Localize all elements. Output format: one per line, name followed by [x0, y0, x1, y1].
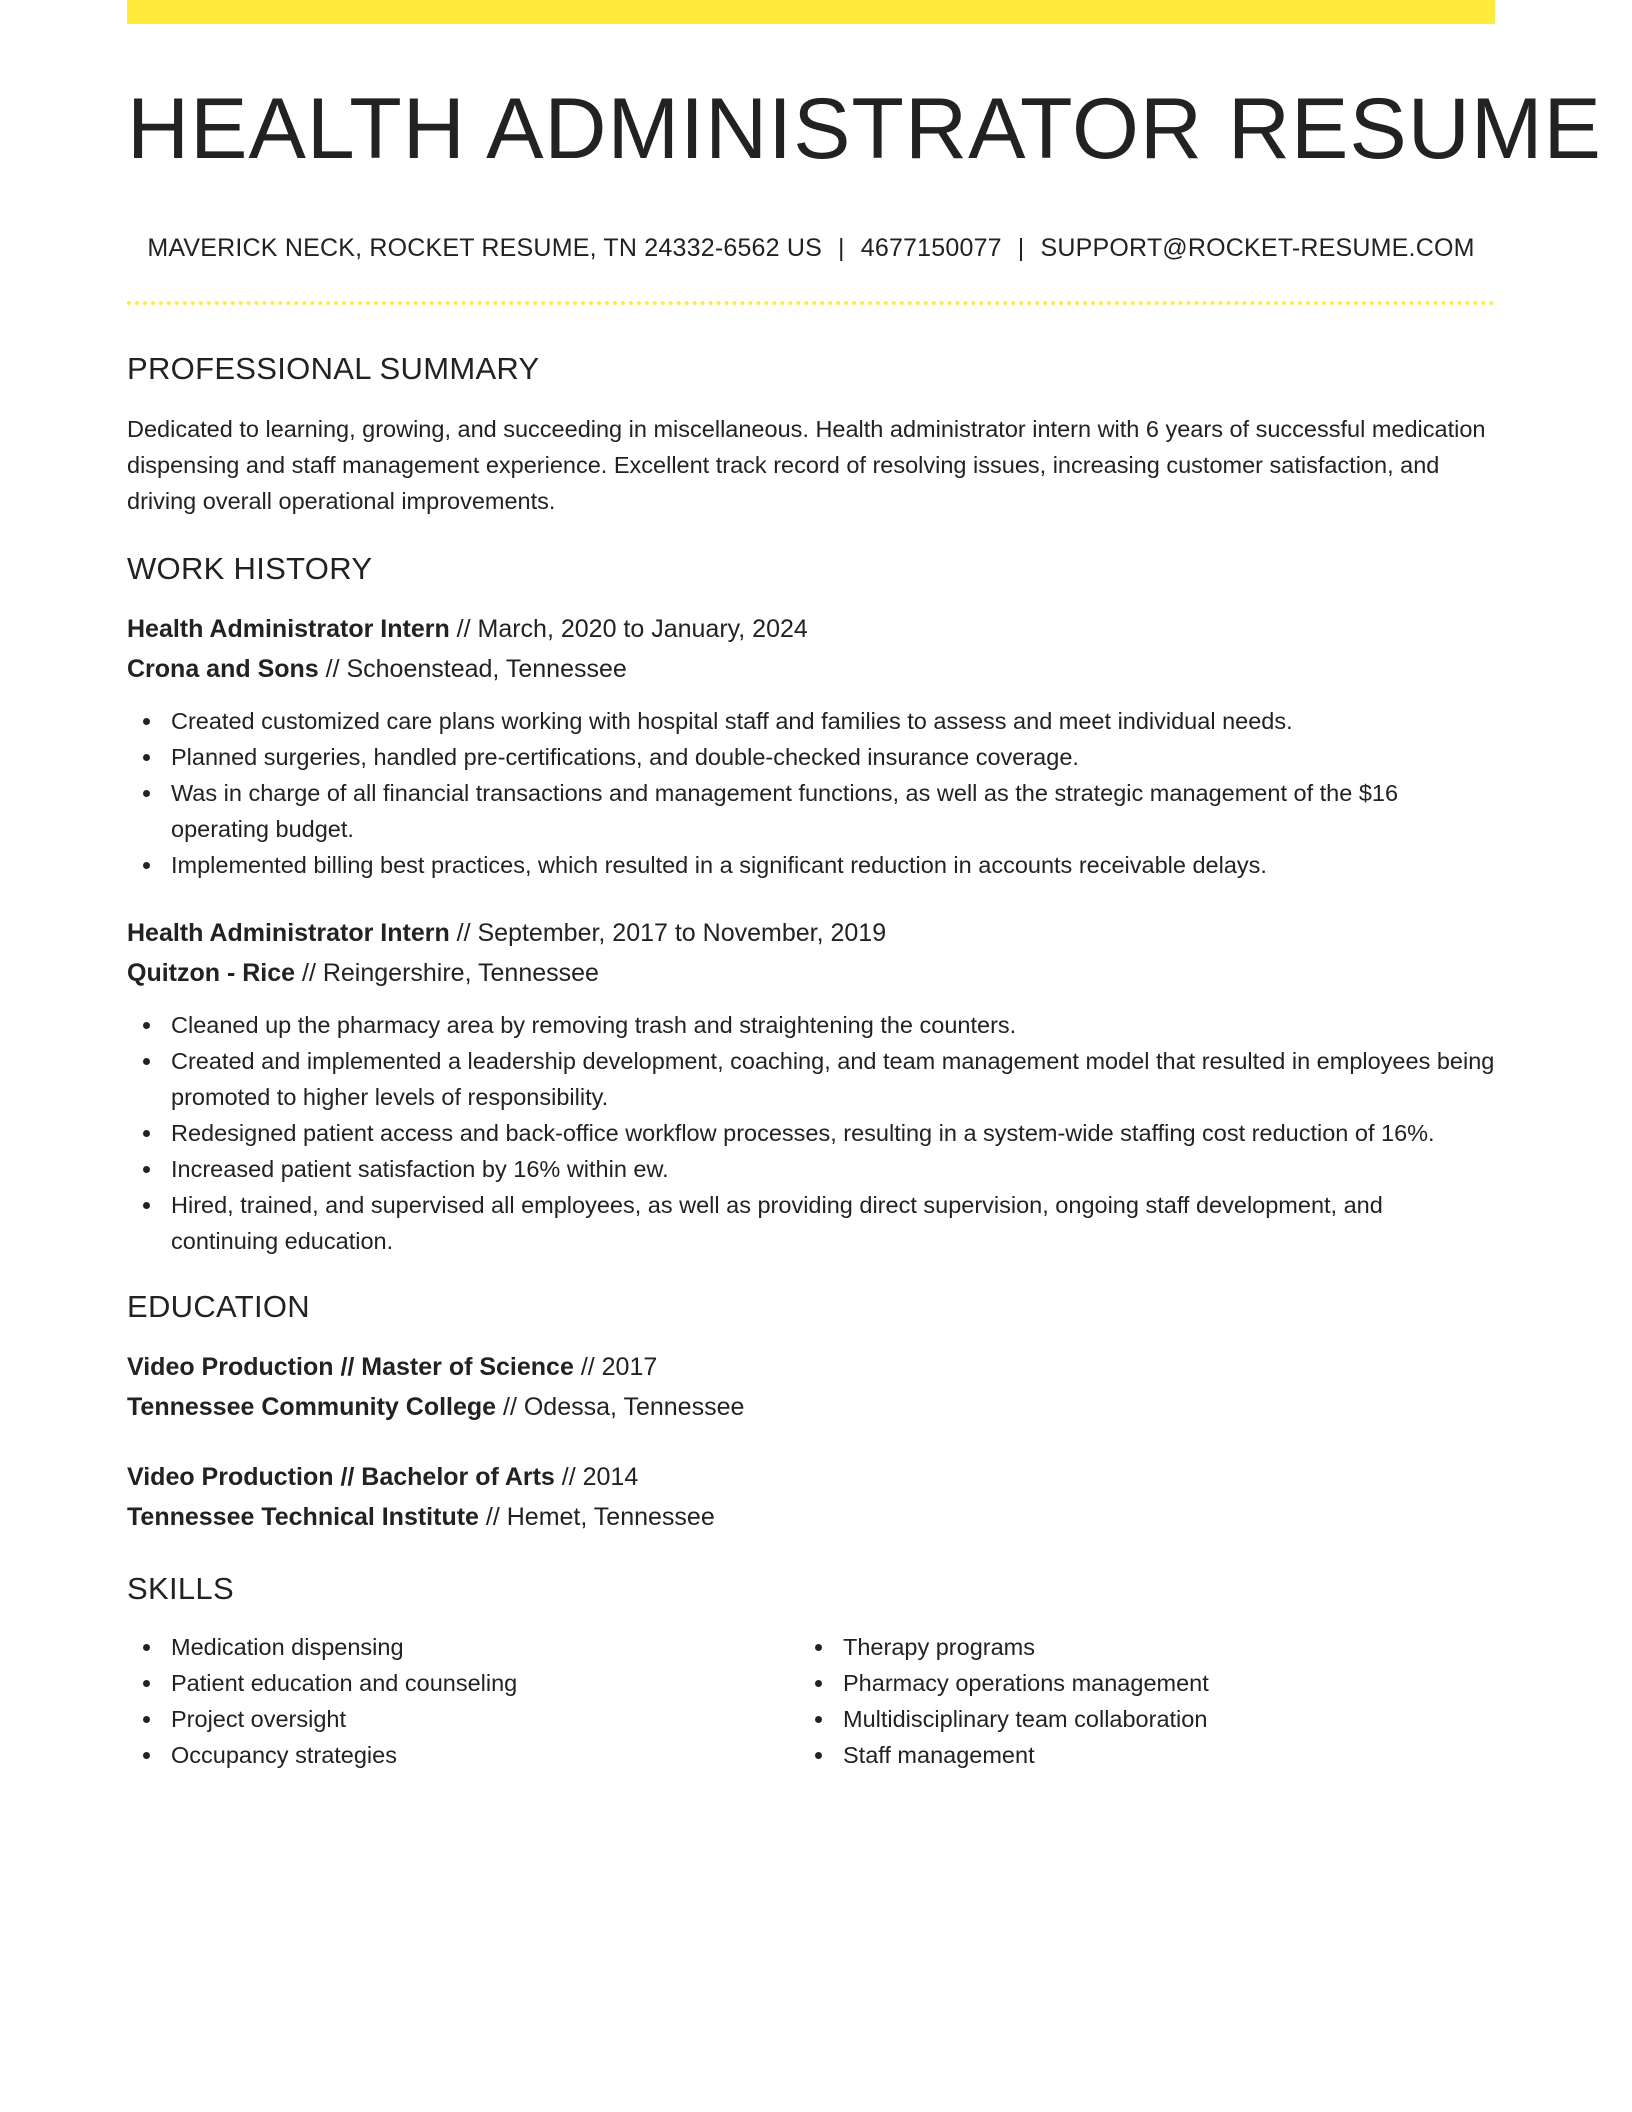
contact-address: MAVERICK NECK, ROCKET RESUME, TN 24332-6562 US — [147, 234, 823, 262]
job-title-line — [127, 609, 1495, 649]
list-item: Pharmacy operations management — [799, 1665, 1471, 1701]
work-history-heading: WORK HISTORY — [127, 551, 373, 586]
job-bullets — [127, 1007, 1495, 1259]
skills-heading: SKILLS — [127, 1571, 234, 1606]
job-company: Quitzon - Rice — [127, 959, 296, 987]
list-item: Increased patient satisfaction by 16% within ew. — [127, 1151, 1495, 1187]
degree: Video Production // Master of Science — [127, 1353, 574, 1381]
list-item: Therapy programs — [799, 1629, 1471, 1665]
list-item: Hired, trained, and supervised all employees, as well as providing direct supervision, ongoing staff development, and continuing education. — [127, 1187, 1495, 1259]
list-item: Staff management — [799, 1737, 1471, 1773]
school-location: // Odessa, Tennessee — [496, 1393, 745, 1421]
list-item: Cleaned up the pharmacy area by removing trash and straightening the counters. — [127, 1007, 1495, 1043]
skills-list-right — [799, 1629, 1471, 1773]
school: Tennessee Technical Institute — [127, 1503, 479, 1531]
skills-list-left — [127, 1629, 799, 1773]
resume-page — [127, 0, 1602, 1773]
job-company: Crona and Sons — [127, 655, 319, 683]
degree-year: // 2014 — [554, 1463, 639, 1491]
contact-email: SUPPORT@ROCKET-RESUME.COM — [1040, 234, 1475, 262]
school-location: // Hemet, Tennessee — [478, 1503, 715, 1531]
job-dates: // September, 2017 to November, 2019 — [449, 919, 887, 947]
resume-title: HEALTH ADMINISTRATOR RESUME — [127, 81, 1602, 177]
job-company-line — [127, 953, 1495, 993]
degree: Video Production // Bachelor of Arts — [127, 1463, 555, 1491]
job-entry — [127, 609, 1495, 883]
job-location: // Schoenstead, Tennessee — [318, 655, 627, 683]
contact-phone: 4677150077 — [860, 234, 1002, 262]
education-heading: EDUCATION — [127, 1289, 310, 1324]
list-item: Patient education and counseling — [127, 1665, 799, 1701]
list-item: Created customized care plans working with hospital staff and families to assess and meet individual needs. — [127, 703, 1495, 739]
education-entry — [127, 1457, 1495, 1537]
contact-line — [127, 234, 1495, 263]
list-item: Redesigned patient access and back-office workflow processes, resulting in a system-wide staffing cost reduction of 16%. — [127, 1115, 1495, 1151]
job-company-line — [127, 649, 1495, 689]
dotted-divider — [127, 301, 1495, 305]
list-item: Implemented billing best practices, which resulted in a significant reduction in accounts receivable delays. — [127, 847, 1495, 883]
job-bullets — [127, 703, 1495, 883]
school-line — [127, 1497, 1495, 1537]
list-item: Planned surgeries, handled pre-certifications, and double-checked insurance coverage. — [127, 739, 1495, 775]
degree-line — [127, 1347, 1495, 1387]
contact-separator: | — [1017, 234, 1025, 262]
list-item: Multidisciplinary team collaboration — [799, 1701, 1471, 1737]
degree-line — [127, 1457, 1495, 1497]
contact-separator: | — [838, 234, 845, 262]
education-entry — [127, 1347, 1495, 1427]
degree-year: // 2017 — [573, 1353, 658, 1381]
school-line — [127, 1387, 1495, 1427]
skills-columns — [127, 1629, 1495, 1773]
list-item: Occupancy strategies — [127, 1737, 799, 1773]
list-item: Medication dispensing — [127, 1629, 799, 1665]
summary-heading: PROFESSIONAL SUMMARY — [127, 351, 540, 386]
list-item: Project oversight — [127, 1701, 799, 1737]
school: Tennessee Community College — [127, 1393, 497, 1421]
list-item: Created and implemented a leadership development, coaching, and team management model that resulted in employees being promoted to higher levels of responsibility. — [127, 1043, 1495, 1115]
job-title: Health Administrator Intern — [127, 919, 450, 947]
job-title-line — [127, 913, 1495, 953]
accent-top-bar — [127, 0, 1495, 24]
job-location: // Reingershire, Tennessee — [295, 959, 599, 987]
job-entry — [127, 913, 1495, 1259]
job-dates: // March, 2020 to January, 2024 — [449, 615, 808, 643]
list-item: Was in charge of all financial transactions and management functions, as well as the strategic management of the $16 operating budget. — [127, 775, 1495, 847]
job-title: Health Administrator Intern — [127, 615, 450, 643]
summary-text: Dedicated to learning, growing, and succeeding in miscellaneous. Health administrator intern with 6 years of successful medication dispensing and staff management experience. Excellent track record of resolving issues, increasing customer satisfaction, and driving overall operational improvements. — [127, 416, 1486, 514]
